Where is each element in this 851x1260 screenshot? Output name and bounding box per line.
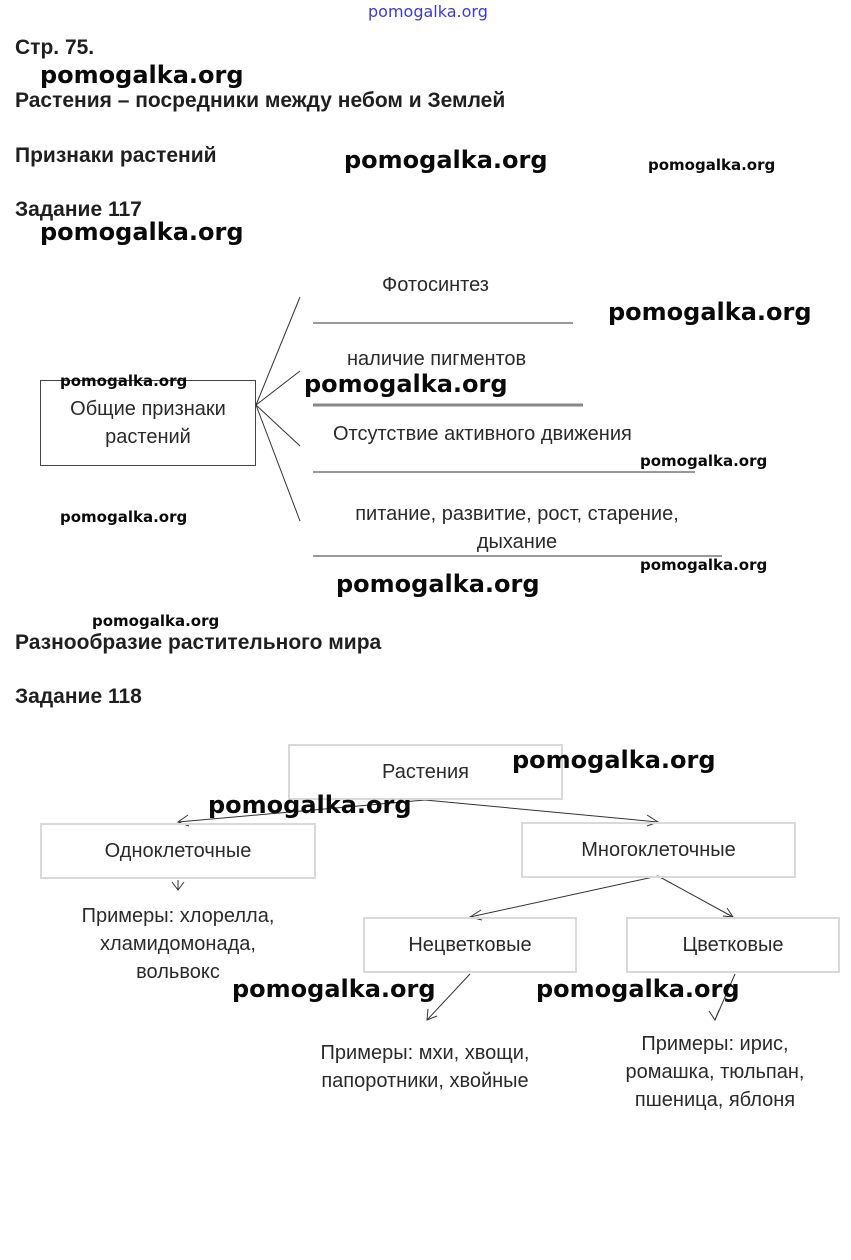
subsection-title-plant-features: Признаки растений [15, 144, 217, 167]
nonflowering-box [363, 917, 577, 973]
feature-photosynthesis: Фотосинтез [382, 274, 489, 296]
general-features-label: Общие признаки растений [70, 398, 226, 448]
watermark: pomogalka.org [40, 218, 244, 246]
watermark: pomogalka.org [60, 508, 188, 526]
unicellular-examples: Примеры: хлорелла, хламидомонада, вольвокс [81, 905, 275, 983]
feature-life-processes: питание, развитие, рост, старение, дыхание [355, 503, 679, 553]
general-features-box [40, 380, 256, 466]
flowering-label: Цветковые [682, 933, 784, 956]
page-reference: Стр. 75. [15, 36, 95, 59]
subsection-title-plant-diversity: Разнообразие растительного мира [15, 631, 382, 654]
nonflowering-examples: Примеры: мхи, хвощи, папоротники, хвойные [320, 1042, 530, 1092]
multicellular-label: Многоклеточные [581, 838, 736, 861]
watermark: pomogalka.org [208, 791, 412, 819]
watermark: pomogalka.org [648, 156, 776, 174]
feature-pigments: наличие пигментов [347, 348, 527, 370]
watermark: pomogalka.org [640, 452, 768, 470]
watermark: pomogalka.org [640, 556, 768, 574]
flowering-examples: Примеры: ирис, ромашка, тюльпан, пшеница, яблоня [625, 1033, 805, 1111]
watermark: pomogalka.org [40, 61, 244, 89]
task-117-title: Задание 117 [15, 198, 142, 221]
unicellular-box [40, 823, 316, 879]
watermark: pomogalka.org [92, 612, 220, 630]
watermark: pomogalka.org [232, 975, 436, 1003]
watermark: pomogalka.org [336, 570, 540, 598]
watermark: pomogalka.org [344, 146, 548, 174]
watermark: pomogalka.org [512, 746, 716, 774]
watermark-top: pomogalka.org [368, 2, 488, 21]
feature-no-active-movement: Отсутствие активного движения [333, 423, 632, 445]
section-title: Растения – посредники между небом и Землей [15, 89, 506, 112]
plants-root-label: Растения [382, 760, 469, 783]
watermark: pomogalka.org [304, 370, 508, 398]
flowering-box [626, 917, 840, 973]
multicellular-box [521, 822, 796, 878]
nonflowering-label: Нецветковые [408, 933, 532, 956]
task-118-title: Задание 118 [15, 685, 142, 708]
unicellular-label: Одноклеточные [104, 839, 252, 862]
watermark: pomogalka.org [60, 372, 188, 390]
watermark: pomogalka.org [536, 975, 740, 1003]
watermark: pomogalka.org [608, 298, 812, 326]
